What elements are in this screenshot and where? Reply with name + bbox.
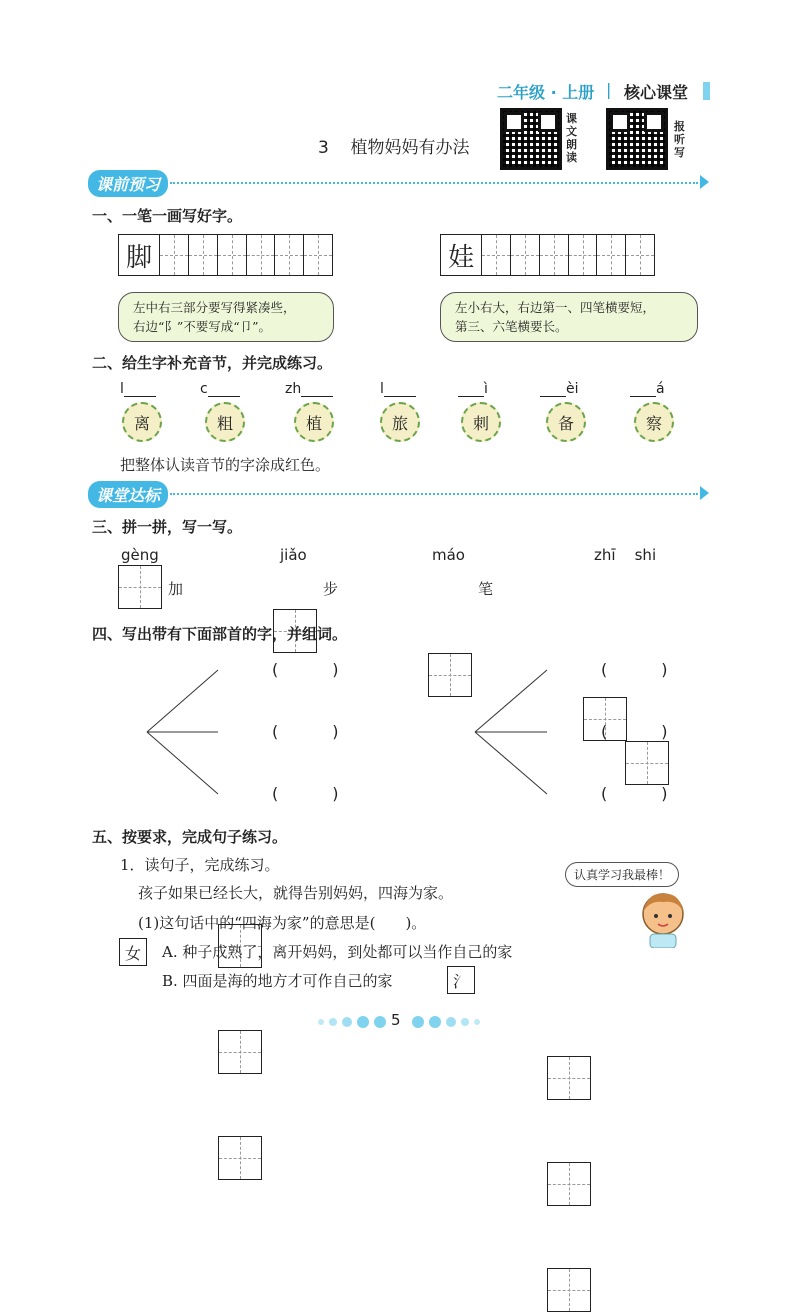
page-number: 5: [391, 1011, 401, 1029]
tip-right-line-1: 左小右大，右边第一、四笔横要短，: [455, 300, 656, 315]
tip-left-line-1: 左中右三部分要写得紧凑些，: [133, 300, 296, 315]
tip-bubble-left: [118, 292, 334, 342]
char-badge-4[interactable]: 旅: [380, 402, 420, 442]
q4-right-box-3[interactable]: [547, 1268, 591, 1312]
radical-box-left: 女: [119, 938, 147, 966]
question-5-heading: 五、按要求，完成句子练习。: [92, 828, 288, 846]
write-box-4b[interactable]: [625, 741, 669, 785]
q2-instruction: 把整体认读音节的字涂成红色。: [120, 456, 331, 474]
question-1-heading: 一、一笔一画写好字。: [92, 207, 243, 225]
tip-left-line-2: 右边“阝”不要写成“卩”。: [133, 319, 272, 334]
qr-code-dictation[interactable]: [606, 108, 668, 170]
pinyin-blank-1[interactable]: l: [120, 381, 156, 397]
question-3-heading: 三、拼一拼，写一写。: [92, 518, 243, 536]
section-banner-preview: [88, 170, 713, 196]
q4-right-box-1[interactable]: [547, 1056, 591, 1100]
model-char-right: 娃: [448, 242, 475, 273]
q4-left-box-3[interactable]: [218, 1136, 262, 1180]
word-suffix-1: 加: [168, 580, 184, 598]
footer-dots-left: [318, 1016, 386, 1028]
lesson-title-text: 植物妈妈有办法: [350, 138, 470, 158]
model-char-left: 脚: [126, 242, 153, 273]
pinyin-blank-5[interactable]: ì: [458, 381, 488, 397]
pinyin-blank-6[interactable]: èi: [540, 381, 579, 397]
pinyin-blank-2[interactable]: c: [200, 381, 240, 397]
section-title-preview: 课前预习: [88, 170, 168, 197]
lesson-title: [318, 133, 469, 158]
qr-label-dictation: 报听写: [674, 120, 685, 159]
word-blank-right-3[interactable]: ( ): [601, 784, 668, 803]
lesson-number: 3: [318, 138, 329, 158]
pinyin-mao: máo: [432, 546, 465, 564]
dotted-divider: [170, 493, 698, 495]
char-badge-2[interactable]: 粗: [205, 402, 245, 442]
q5-question-1: (1)这句话中的“四海为家”的意思是( )。: [138, 914, 427, 932]
grade-label: 二年级 · 上册: [497, 83, 595, 102]
word-suffix-2: 步: [323, 580, 339, 598]
pinyin-blank-7[interactable]: á: [630, 381, 665, 397]
qr-label-reading: 课文朗读: [566, 112, 577, 164]
write-box-3[interactable]: [428, 653, 472, 697]
word-suffix-3: 笔: [478, 580, 494, 598]
q4-left-box-2[interactable]: [218, 1030, 262, 1074]
tip-right-line-2: 第三、六笔横要长。: [455, 319, 568, 334]
series-label: 核心课堂: [624, 83, 689, 102]
radical-box-right: 氵: [447, 966, 475, 994]
pinyin-geng: gèng: [121, 546, 159, 564]
pinyin-jiao: jiǎo: [280, 546, 307, 564]
qr-code-reading[interactable]: [500, 108, 562, 170]
arrow-right-icon: [700, 486, 709, 500]
char-badge-1[interactable]: 离: [122, 402, 162, 442]
char-badge-7[interactable]: 察: [634, 402, 674, 442]
section-title-class: 课堂达标: [88, 481, 168, 508]
writing-grid-left[interactable]: [118, 234, 333, 276]
q5-sentence: 孩子如果已经长大，就得告别妈妈，四海为家。: [138, 884, 454, 902]
q5-option-a[interactable]: A. 种子成熟了，离开妈妈，到处都可以当作自己的家: [162, 943, 513, 961]
char-badge-6[interactable]: 备: [546, 402, 586, 442]
q4-right-box-2[interactable]: [547, 1162, 591, 1206]
question-2-heading: 二、给生字补充音节，并完成练习。: [92, 354, 333, 372]
char-badge-3[interactable]: 植: [294, 402, 334, 442]
writing-grid-right[interactable]: [440, 234, 655, 276]
mascot-speech-bubble: 认真学习我最棒！: [565, 862, 679, 887]
pinyin-blank-3[interactable]: zh: [285, 381, 333, 397]
q5-sub1: 1．读句子，完成练习。: [120, 856, 280, 874]
tip-bubble-right: [440, 292, 698, 342]
write-box-1[interactable]: [118, 565, 162, 609]
word-blank-right-1[interactable]: ( ): [601, 660, 668, 679]
word-blank-left-3[interactable]: ( ): [272, 784, 339, 803]
pinyin-blank-4[interactable]: l: [380, 381, 416, 397]
header-separator: |: [606, 80, 612, 99]
word-blank-left-2[interactable]: ( ): [272, 722, 339, 741]
section-banner-class: [88, 481, 713, 507]
pinyin-zhishi: zhī shi: [594, 546, 657, 564]
dotted-divider: [170, 182, 698, 184]
arrow-right-icon: [700, 175, 709, 189]
q5-option-b[interactable]: B. 四面是海的地方才可作自己的家: [162, 972, 393, 990]
girl-mascot-icon: [628, 886, 698, 948]
word-blank-right-2[interactable]: ( ): [601, 722, 668, 741]
header-accent-bar: [703, 82, 710, 100]
footer-dots-right: [412, 1016, 480, 1028]
char-badge-5[interactable]: 刺: [461, 402, 501, 442]
question-4-heading: 四、写出带有下面部首的字，并组词。: [92, 625, 348, 643]
word-blank-left-1[interactable]: ( ): [272, 660, 339, 679]
